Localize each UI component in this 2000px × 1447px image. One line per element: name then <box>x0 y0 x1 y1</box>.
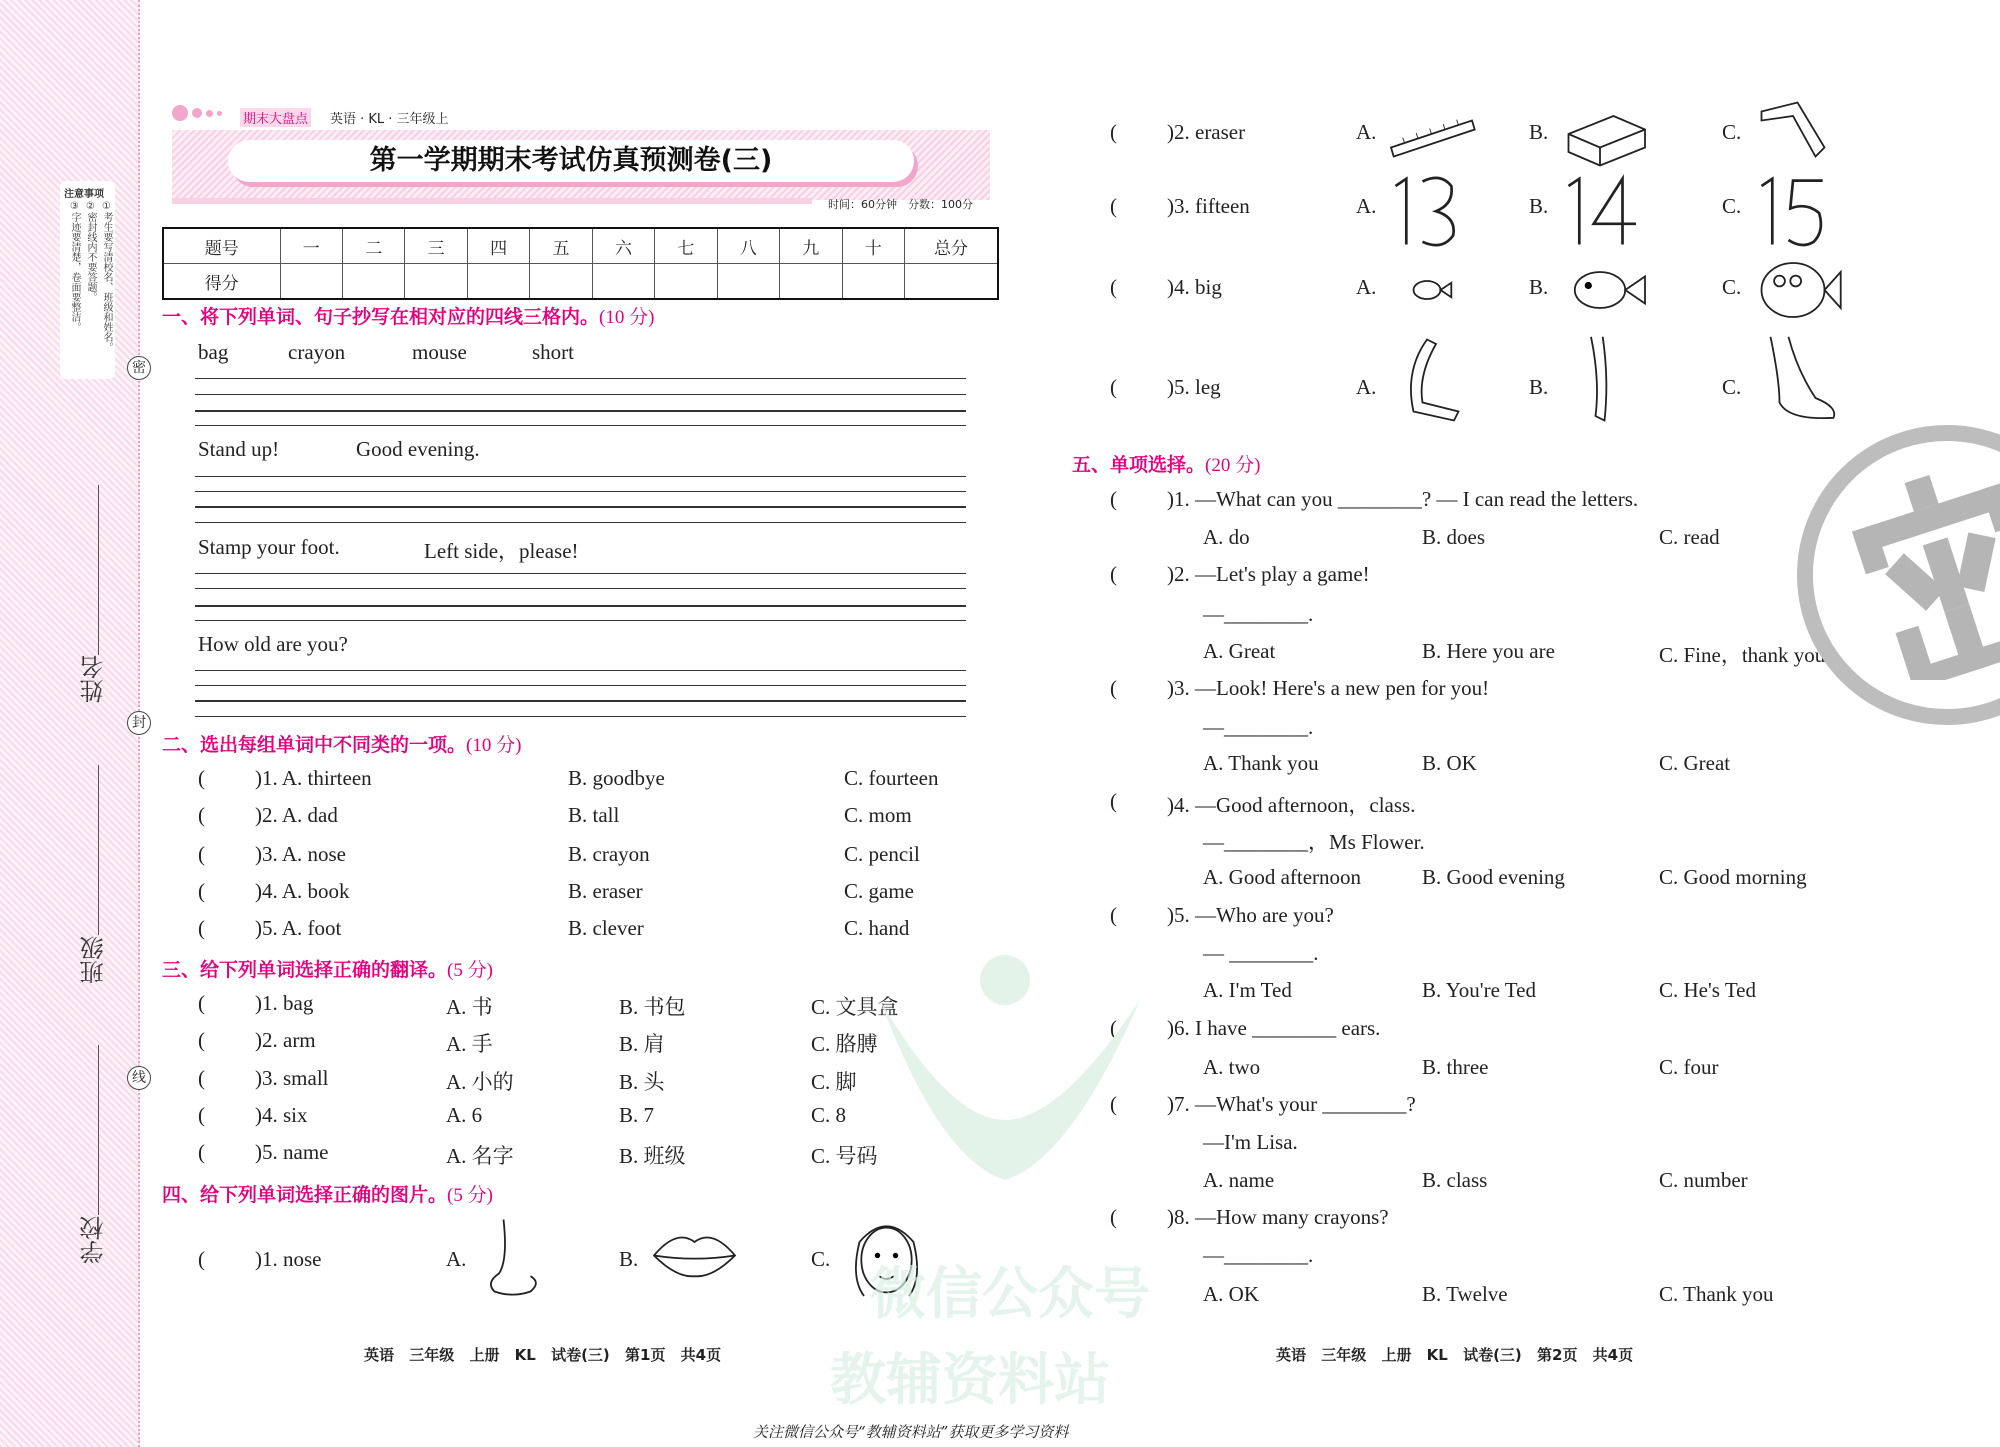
school-line <box>98 1045 99 1215</box>
option-b: B. <box>1529 375 1549 399</box>
score-header-cell: 六 <box>592 228 654 264</box>
reply-blank: —________，Ms Flower. <box>1203 830 1425 854</box>
option-c: C. He's Ted <box>1659 978 1757 1002</box>
seal-feng: 封 <box>127 711 151 735</box>
option-a: A. Great <box>1203 639 1276 663</box>
option-c: C. 号码 <box>811 1144 878 1168</box>
score-header-cell: 七 <box>655 228 717 264</box>
option-b: B. tall <box>568 803 620 827</box>
section5-title <box>1072 450 1260 477</box>
bottom-note: 关注微信公众号“教辅资料站”获取更多学习资料 <box>753 1423 1069 1441</box>
option-b: B. Good evening <box>1422 865 1565 889</box>
option-b: B. Twelve <box>1422 1282 1508 1306</box>
answer-paren[interactable]: ( <box>1110 487 1117 511</box>
question-text: )4. big <box>1167 275 1222 299</box>
class-line <box>98 765 99 935</box>
answer-paren[interactable]: ( <box>1110 1016 1117 1040</box>
seal-mi: 密 <box>127 356 151 380</box>
option-c: C. 胳膊 <box>811 1032 878 1056</box>
option-c: C. <box>1722 275 1742 299</box>
score-input-cell[interactable] <box>592 264 654 300</box>
option-c: C. 文具盒 <box>811 995 899 1019</box>
watermark-logo-icon <box>860 940 1160 1220</box>
option-a: A. <box>446 1247 467 1271</box>
option-a: A. name <box>1203 1168 1275 1192</box>
big-fish-picture-icon <box>1750 245 1845 335</box>
writing-line[interactable] <box>195 378 966 379</box>
score-input-cell[interactable] <box>905 264 999 300</box>
option-b: B. 肩 <box>619 1032 665 1056</box>
copy-prompt: Stand up! <box>198 437 280 461</box>
header-dots <box>172 104 226 122</box>
arm-picture-icon <box>1384 335 1479 425</box>
score-input-cell[interactable] <box>280 264 342 300</box>
option-a: A. OK <box>1203 1282 1259 1306</box>
stamp-character-icon <box>1845 470 2000 680</box>
header-subject: 英语 · KL · 三年级上 <box>330 112 449 127</box>
question-text: )2. A. dad <box>255 803 338 827</box>
option-c: C. <box>1722 120 1742 144</box>
header-stripe <box>172 198 812 204</box>
option-b: B. does <box>1422 525 1485 549</box>
option-b: B. <box>1529 194 1549 218</box>
option-b: B. <box>1529 275 1549 299</box>
question-text: )1. —What can you ________? — I can read the letters. <box>1167 487 1639 511</box>
score-header-cell: 四 <box>467 228 529 264</box>
option-a: A. 小的 <box>446 1070 514 1094</box>
nose-picture-icon <box>474 1215 569 1305</box>
writing-line[interactable] <box>195 491 966 492</box>
option-b: B. <box>1529 120 1549 144</box>
score-header-cell: 二 <box>343 228 405 264</box>
answer-paren[interactable]: ( <box>1110 194 1117 218</box>
section1-title-text: 一、将下列单词、句子抄写在相对应的四线三格内。 <box>162 306 600 328</box>
name-line <box>98 485 99 655</box>
seal-xian: 线 <box>127 1066 151 1090</box>
option-a: A. Thank you <box>1203 751 1319 775</box>
exam-title: 第一学期期末考试仿真预测卷(三) <box>228 140 914 182</box>
option-b: B. eraser <box>568 879 643 903</box>
option-b: B. <box>619 1247 639 1271</box>
question-text: )3. —Look! Here's a new pen for you! <box>1167 676 1490 700</box>
option-b: B. class <box>1422 1168 1488 1192</box>
answer-paren[interactable]: ( <box>198 991 205 1015</box>
copy-prompt: crayon <box>288 340 346 364</box>
score-header-label: 题号 <box>163 228 280 264</box>
score-input-cell[interactable] <box>467 264 529 300</box>
option-b: B. three <box>1422 1055 1489 1079</box>
answer-paren[interactable]: ( <box>1110 275 1117 299</box>
section1-points: (10 分) <box>599 307 655 328</box>
option-c: C. game <box>844 879 914 903</box>
writing-line[interactable] <box>195 605 966 607</box>
section1-title <box>162 302 654 329</box>
answer-paren[interactable]: ( <box>198 842 205 866</box>
option-a: A. I'm Ted <box>1203 978 1292 1002</box>
section3-title <box>162 955 493 982</box>
option-c: C. 8 <box>811 1103 847 1127</box>
score-header-cell: 三 <box>405 228 467 264</box>
question-text: )5. A. foot <box>255 916 342 940</box>
score-header-cell: 五 <box>530 228 592 264</box>
reply-blank: —________. <box>1203 715 1314 739</box>
option-a: A. two <box>1203 1055 1261 1079</box>
question-text: )3. A. nose <box>255 842 346 866</box>
score-row-label: 得分 <box>163 264 280 300</box>
answer-paren[interactable]: ( <box>1110 375 1117 399</box>
question-text: )2. —Let's play a game! <box>1167 562 1370 586</box>
score-input-cell[interactable] <box>405 264 467 300</box>
question-text: )5. —Who are you? <box>1167 903 1334 927</box>
score-input-cell[interactable] <box>655 264 717 300</box>
option-a: A. 6 <box>446 1103 483 1127</box>
score-input-cell[interactable] <box>842 264 904 300</box>
answer-paren[interactable]: ( <box>1110 120 1117 144</box>
answer-paren[interactable]: ( <box>198 1103 205 1127</box>
section5-title-text: 五、单项选择。 <box>1072 454 1206 476</box>
option-c: C. Fine，thank you <box>1659 643 1826 667</box>
answer-paren[interactable]: ( <box>198 1247 205 1271</box>
question-text: )2. arm <box>255 1028 316 1052</box>
score-header-cell: 九 <box>780 228 842 264</box>
option-c: C. read <box>1659 525 1720 549</box>
score-input-cell[interactable] <box>530 264 592 300</box>
option-a: A. 名字 <box>446 1144 514 1168</box>
section3-title-text: 三、给下列单词选择正确的翻译。 <box>162 959 448 981</box>
question-text: )4. six <box>255 1103 308 1127</box>
footer-left: 英语 三年级 上册 KL 试卷(三) 第1页 共4页 <box>364 1346 722 1364</box>
question-text: )3. fifteen <box>1167 194 1250 218</box>
section5-points: (20 分) <box>1205 455 1261 476</box>
writing-line[interactable] <box>195 522 966 523</box>
writing-line[interactable] <box>195 620 966 621</box>
question-text: )4. A. book <box>255 879 350 903</box>
question-text: )5. leg <box>1167 375 1221 399</box>
reply-blank: —________. <box>1203 1243 1314 1267</box>
reply-blank: — ________. <box>1203 941 1319 965</box>
answer-paren[interactable]: ( <box>198 766 205 790</box>
answer-paren[interactable]: ( <box>1110 903 1117 927</box>
note-3: ③字迹要清楚，卷面要整洁。 <box>69 201 80 332</box>
note-2: ②密封线内不要答题。 <box>85 201 96 302</box>
writing-line[interactable] <box>195 685 966 686</box>
option-c: C. Good morning <box>1659 865 1807 889</box>
exam-meta: 时间：60分钟 分数：100分 <box>828 198 973 211</box>
question-text: )6. I have ________ ears. <box>1167 1016 1381 1040</box>
option-c: C. fourteen <box>844 766 939 790</box>
option-a: A. do <box>1203 525 1250 549</box>
writing-line[interactable] <box>195 588 966 589</box>
question-text: )3. small <box>255 1066 329 1090</box>
answer-paren[interactable]: ( <box>198 1028 205 1052</box>
copy-prompt: mouse <box>412 340 467 364</box>
option-b: B. 7 <box>619 1103 655 1127</box>
section4-points: (5 分) <box>447 1185 493 1206</box>
note-1: ①考生要写清校名、班级和姓名。 <box>101 201 112 352</box>
section3-points: (5 分) <box>447 960 493 981</box>
leg-picture-icon <box>1557 335 1652 425</box>
writing-line[interactable] <box>195 410 966 412</box>
option-c: C. hand <box>844 916 910 940</box>
header-tag: 期末大盘点 <box>240 108 311 127</box>
medium-fish-picture-icon <box>1557 245 1652 335</box>
option-c: C. <box>811 1247 831 1271</box>
copy-prompt: short <box>532 340 574 364</box>
option-c: C. Great <box>1659 751 1731 775</box>
question-text: )1. nose <box>255 1247 322 1271</box>
question-text: )1. bag <box>255 991 314 1015</box>
option-a: A. Good afternoon <box>1203 865 1362 889</box>
score-row <box>163 264 998 300</box>
score-header-cell: 一 <box>280 228 342 264</box>
copy-prompt: Stamp your foot. <box>198 535 340 559</box>
answer-paren[interactable]: ( <box>198 1066 205 1090</box>
option-c: C. Thank you <box>1659 1282 1774 1306</box>
class-field-label: 班级 <box>80 936 108 984</box>
answer-paren[interactable]: ( <box>198 916 205 940</box>
section4-title <box>162 1180 493 1207</box>
footer-right: 英语 三年级 上册 KL 试卷(三) 第2页 共4页 <box>1276 1346 1634 1364</box>
option-c: C. <box>1722 375 1742 399</box>
question-text: )8. —How many crayons? <box>1167 1205 1389 1229</box>
section2-points: (10 分) <box>466 735 522 756</box>
score-input-cell[interactable] <box>717 264 779 300</box>
question-text: )7. —What's your ________? <box>1167 1092 1416 1116</box>
option-c: C. pencil <box>844 842 920 866</box>
school-field-label: 学校 <box>80 1216 108 1264</box>
score-header-cell: 十 <box>842 228 904 264</box>
reply-blank: —I'm Lisa. <box>1203 1130 1298 1154</box>
option-b: B. You're Ted <box>1422 978 1536 1002</box>
option-c: C. <box>1722 194 1742 218</box>
score-table <box>162 227 999 300</box>
foot-picture-icon <box>1750 335 1845 425</box>
writing-line[interactable] <box>195 476 966 477</box>
option-a: A. 书 <box>446 995 493 1019</box>
answer-paren[interactable]: ( <box>198 879 205 903</box>
reply-blank: —________. <box>1203 602 1314 626</box>
answer-paren[interactable]: ( <box>1110 1205 1117 1229</box>
writing-line[interactable] <box>195 394 966 395</box>
section2-title-text: 二、选出每组单词中不同类的一项。 <box>162 734 467 756</box>
option-b: B. Here you are <box>1422 639 1555 663</box>
copy-prompt: How old are you? <box>198 632 348 656</box>
watermark-line2: 教辅资料站 <box>830 1348 1110 1413</box>
copy-prompt: Left side，please! <box>424 539 579 563</box>
option-a: A. 手 <box>446 1032 493 1056</box>
score-header-cell: 总分 <box>905 228 999 264</box>
option-c: C. 脚 <box>811 1070 857 1094</box>
question-text: )2. eraser <box>1167 120 1246 144</box>
answer-paren[interactable]: ( <box>198 1140 205 1164</box>
writing-line[interactable] <box>195 425 966 426</box>
option-c: C. number <box>1659 1168 1748 1192</box>
answer-paren[interactable]: ( <box>1110 789 1117 813</box>
option-c: C. mom <box>844 803 912 827</box>
writing-line[interactable] <box>195 573 966 574</box>
lips-picture-icon <box>647 1215 742 1305</box>
question-text: )1. A. thirteen <box>255 766 372 790</box>
option-b: B. 头 <box>619 1070 665 1094</box>
option-b: B. clever <box>568 916 644 940</box>
answer-paren[interactable]: ( <box>198 803 205 827</box>
option-b: B. crayon <box>568 842 650 866</box>
copy-prompt: Good evening. <box>356 437 480 461</box>
score-input-cell[interactable] <box>343 264 405 300</box>
name-field-label: 姓名 <box>80 655 108 703</box>
score-input-cell[interactable] <box>780 264 842 300</box>
option-a: A. <box>1356 194 1377 218</box>
option-b: B. goodbye <box>568 766 665 790</box>
copy-prompt: bag <box>198 340 229 364</box>
option-a: A. <box>1356 375 1377 399</box>
option-b: B. OK <box>1422 751 1477 775</box>
notes-title: 注意事项 <box>64 189 104 200</box>
writing-line[interactable] <box>195 716 966 717</box>
writing-line[interactable] <box>195 506 966 508</box>
notes-box <box>60 181 115 379</box>
section2-title <box>162 730 521 757</box>
writing-line[interactable] <box>195 700 966 702</box>
score-header-row <box>163 228 998 264</box>
writing-line[interactable] <box>195 670 966 671</box>
score-header-cell: 八 <box>717 228 779 264</box>
answer-paren[interactable]: ( <box>1110 1092 1117 1116</box>
small-fish-picture-icon <box>1384 245 1479 335</box>
question-text: )4. —Good afternoon，class. <box>1167 793 1416 817</box>
option-a: A. <box>1356 120 1377 144</box>
option-b: B. 班级 <box>619 1144 686 1168</box>
answer-paren[interactable]: ( <box>1110 562 1117 586</box>
section4-title-text: 四、给下列单词选择正确的图片。 <box>162 1184 448 1206</box>
option-a: A. <box>1356 275 1377 299</box>
answer-paren[interactable]: ( <box>1110 676 1117 700</box>
option-b: B. 书包 <box>619 995 686 1019</box>
option-c: C. four <box>1659 1055 1719 1079</box>
watermark-line1: 微信公众号 <box>870 1262 1150 1327</box>
question-text: )5. name <box>255 1140 329 1164</box>
